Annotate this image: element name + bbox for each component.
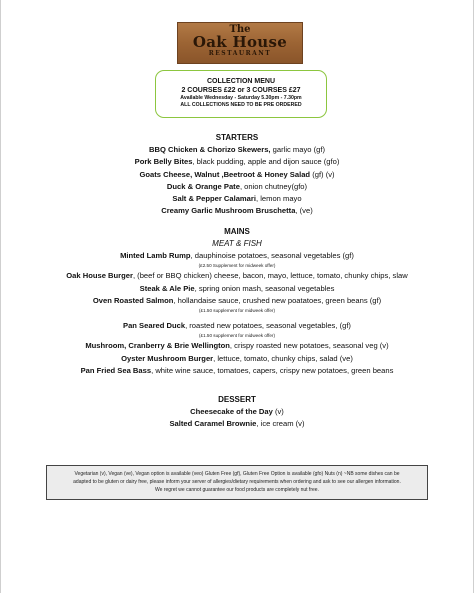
collection-prices: 2 COURSES £22 or 3 COURSES £27 xyxy=(181,87,301,94)
collection-notice: ALL COLLECTIONS NEED TO BE PRE ORDERED xyxy=(180,102,302,108)
item-desc: , roasted new potatoes, seasonal vegetables, (gf) xyxy=(185,321,351,331)
menu-item xyxy=(0,181,474,193)
item-name: Salted Caramel Brownie xyxy=(169,419,257,429)
item-name: Pan Fried Sea Bass xyxy=(80,366,152,376)
restaurant-logo xyxy=(177,22,303,64)
mains-heading: MAINS xyxy=(224,227,250,236)
item-name: Oven Roasted Salmon xyxy=(92,295,174,305)
item-desc: , dauphinoise potatoes, seasonal vegetables (gf) xyxy=(190,251,354,260)
logo-subtitle: RESTAURANT xyxy=(208,50,272,57)
item-desc: , ice cream (v) xyxy=(256,419,305,429)
collection-availability: Available Wednesday - Saturday 5.30pm - 7.30pm xyxy=(180,95,302,101)
item-name: Goats Cheese, Walnut ,Beetroot & Honey Salad xyxy=(139,169,311,179)
item-desc: , (beef or BBQ chicken) cheese, bacon, mayo, lettuce, tomato, chunky chips, slaw xyxy=(132,271,408,281)
supplement-note: (£1.50 supplement for midweek offer) xyxy=(198,308,275,314)
starters-heading: STARTERS xyxy=(215,133,259,142)
item-name: Salt & Pepper Calamari xyxy=(172,194,256,204)
menu-item xyxy=(0,270,474,282)
item-desc: , black pudding, apple and dijon sauce (gfo) xyxy=(192,157,340,167)
logo-the: The xyxy=(229,24,251,35)
menu-item xyxy=(0,193,474,205)
item-name: Pan Seared Duck xyxy=(123,321,186,331)
item-desc: , lettuce, tomato, chunky chips, salad (ve) xyxy=(213,353,353,363)
menu-item xyxy=(0,320,474,332)
item-desc: , onion chutney(gfo) xyxy=(239,181,308,191)
item-name: Creamy Garlic Mushroom Bruschetta xyxy=(161,206,296,216)
item-name: Oak House Burger xyxy=(66,271,133,281)
item-name: Duck & Orange Pate xyxy=(166,181,240,191)
menu-item xyxy=(0,353,474,365)
supplement-note: (£1.50 supplement for midweek offer) xyxy=(198,333,275,339)
dietary-info-line: We regret we cannot guarantee our food products are completely nut free. xyxy=(155,487,319,493)
dietary-info-line: adapted to be gluten or dairy free, please inform your server of allergies/dietary requirements when ordering and ask to see our allergen information. xyxy=(73,479,401,485)
item-desc: , (ve) xyxy=(295,206,313,216)
menu-item xyxy=(0,365,474,377)
menu-item xyxy=(0,169,474,181)
item-desc: , hollandaise sauce, crushed new poatatoes, green beans (gf) xyxy=(173,295,382,305)
mains-subheading: MEAT & FISH xyxy=(212,239,262,248)
item-name: Pork Belly Bites xyxy=(134,157,193,167)
dessert-heading: DESSERT xyxy=(218,395,256,404)
supplement-note: (£2.50 Supplement for midweek offer) xyxy=(198,263,276,269)
item-name: BBQ Chicken & Chorizo Skewers, xyxy=(149,145,271,154)
item-desc: , spring onion mash, seasonal vegetables xyxy=(194,283,335,293)
item-name: Mushroom, Cranberry & Brie Wellington xyxy=(85,341,230,351)
starters-section xyxy=(0,132,474,218)
dietary-info-line: Vegetarian (v), Vegan (ve), Vegan option is available (veo) Gluten Free (gf), Gluten Free Option is available (gfo) Nuts (n) ~NB some dishes can be xyxy=(74,471,400,477)
mains-section xyxy=(0,226,474,377)
item-name: Oyster Mushroom Burger xyxy=(121,353,214,363)
menu-item xyxy=(0,156,474,168)
menu-item xyxy=(0,340,474,352)
item-desc: , lemon mayo xyxy=(255,194,302,204)
dietary-info-box xyxy=(46,465,428,500)
menu-item xyxy=(0,418,474,430)
item-desc: (gf) (v) xyxy=(310,169,335,179)
collection-title: COLLECTION MENU xyxy=(206,78,276,85)
menu-item xyxy=(0,250,474,262)
item-desc: garlic mayo (gf) xyxy=(270,145,325,154)
dessert-section xyxy=(0,394,474,431)
item-desc: , crispy roasted new potatoes, seasonal veg (v) xyxy=(229,341,389,351)
item-name: Minted Lamb Rump xyxy=(120,251,191,260)
menu-item xyxy=(0,295,474,307)
menu-item xyxy=(0,144,474,156)
menu-item xyxy=(0,406,474,418)
menu-item xyxy=(0,283,474,295)
item-name: Steak & Ale Pie xyxy=(139,283,195,293)
logo-name: Oak House xyxy=(192,33,288,51)
item-desc: , white wine sauce, tomatoes, capers, crispy new potatoes, green beans xyxy=(151,366,394,376)
collection-menu-box xyxy=(155,70,327,118)
menu-item xyxy=(0,205,474,217)
item-name: Cheesecake of the Day xyxy=(190,407,273,416)
item-desc: (v) xyxy=(272,407,284,416)
